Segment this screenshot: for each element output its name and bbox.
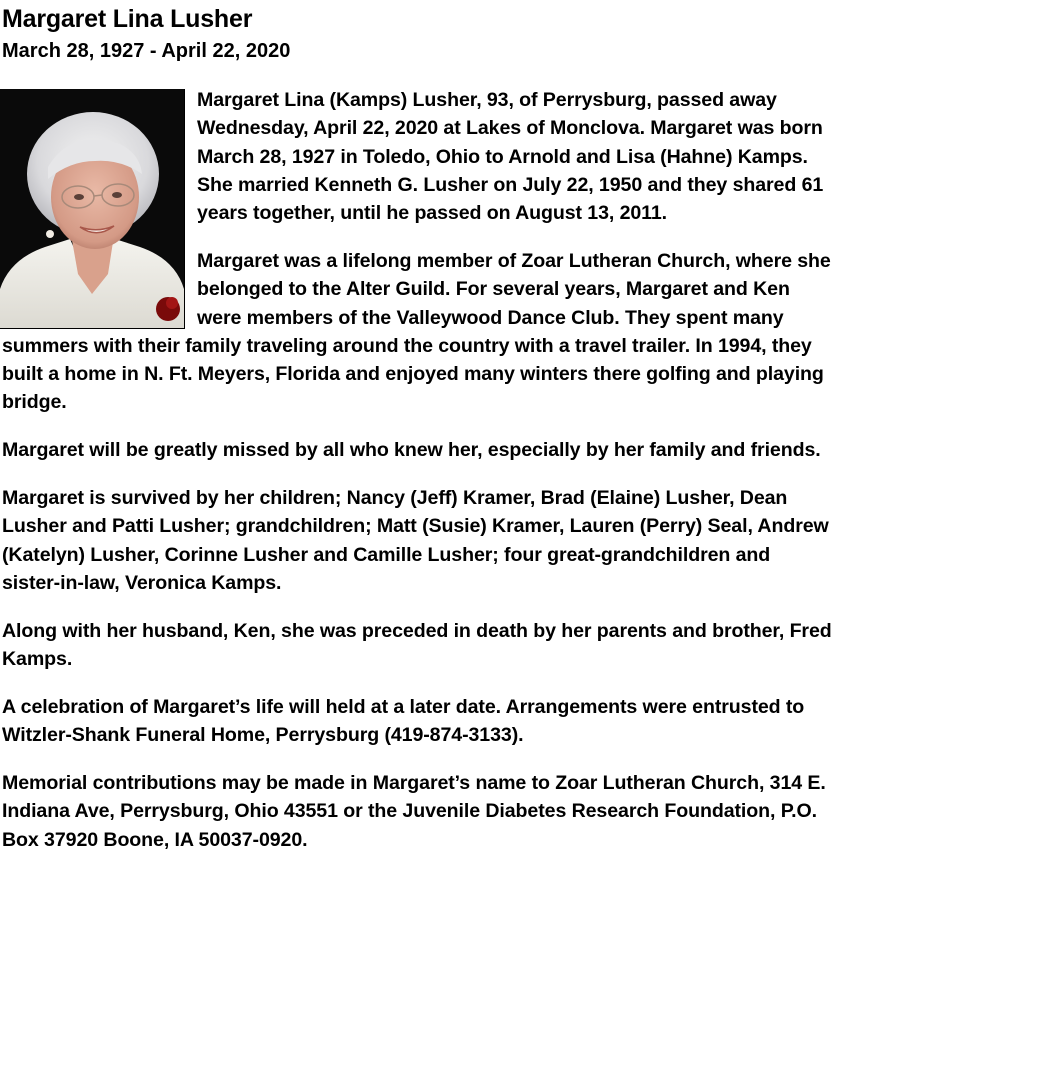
paragraph-memorial: Memorial contributions may be made in Margaret’s name to Zoar Lutheran Church, 314 E. Indiana Ave, Perrysburg, Ohio 43551 or the Juvenile Diabetes Research Foundation, P.O. Box 37920 Boone, IA 50037-0920.	[2, 771, 826, 851]
obituary-name: Margaret Lina Lusher	[2, 5, 253, 33]
paragraph-church: Margaret was a lifelong member of Zoar Lutheran Church, where she belonged to the Alter Guild. For several years, Margaret and Ken were members of the Valleywood Dance Club. They spent many summers with their family traveling around the country with a travel trailer. In 1994, they built a home in N. Ft. Meyers, Florida and enjoyed many winters there golfing and playing bridge.	[2, 249, 831, 414]
life-dates: March 28, 1927 - April 22, 2020	[2, 40, 291, 62]
paragraph-arrangements: A celebration of Margaret’s life will held at a later date. Arrangements were entrusted to Witzler-Shank Funeral Home, Perrysburg (419-874-3133).	[2, 695, 805, 747]
portrait-photo-icon	[0, 89, 185, 329]
paragraph-missed: Margaret will be greatly missed by all who knew her, especially by her family and friends.	[2, 439, 821, 462]
paragraph-preceded: Along with her husband, Ken, she was preceded in death by her parents and brother, Fred Kamps.	[2, 619, 832, 671]
obituary-body	[2, 86, 832, 873]
paragraph-intro: Margaret Lina (Kamps) Lusher, 93, of Perrysburg, passed away Wednesday, April 22, 2020 at Lakes of Monclova. Margaret was born March 28, 1927 in Toledo, Ohio to Arnold and Lisa (Hahne) Kamps. She married Kenneth G. Lusher on July 22, 1950 and they shared 61 years together, until he passed on August 13, 2011.	[197, 89, 824, 225]
paragraph-survivors: Margaret is survived by her children; Nancy (Jeff) Kramer, Brad (Elaine) Lusher, Dean Lusher and Patti Lusher; grandchildren; Matt (Susie) Kramer, Lauren (Perry) Seal, Andrew (Katelyn) Lusher, Corinne Lusher and Camille Lusher; four great-grandchildren and sister-in-law, Veronica Kamps.	[2, 487, 829, 594]
